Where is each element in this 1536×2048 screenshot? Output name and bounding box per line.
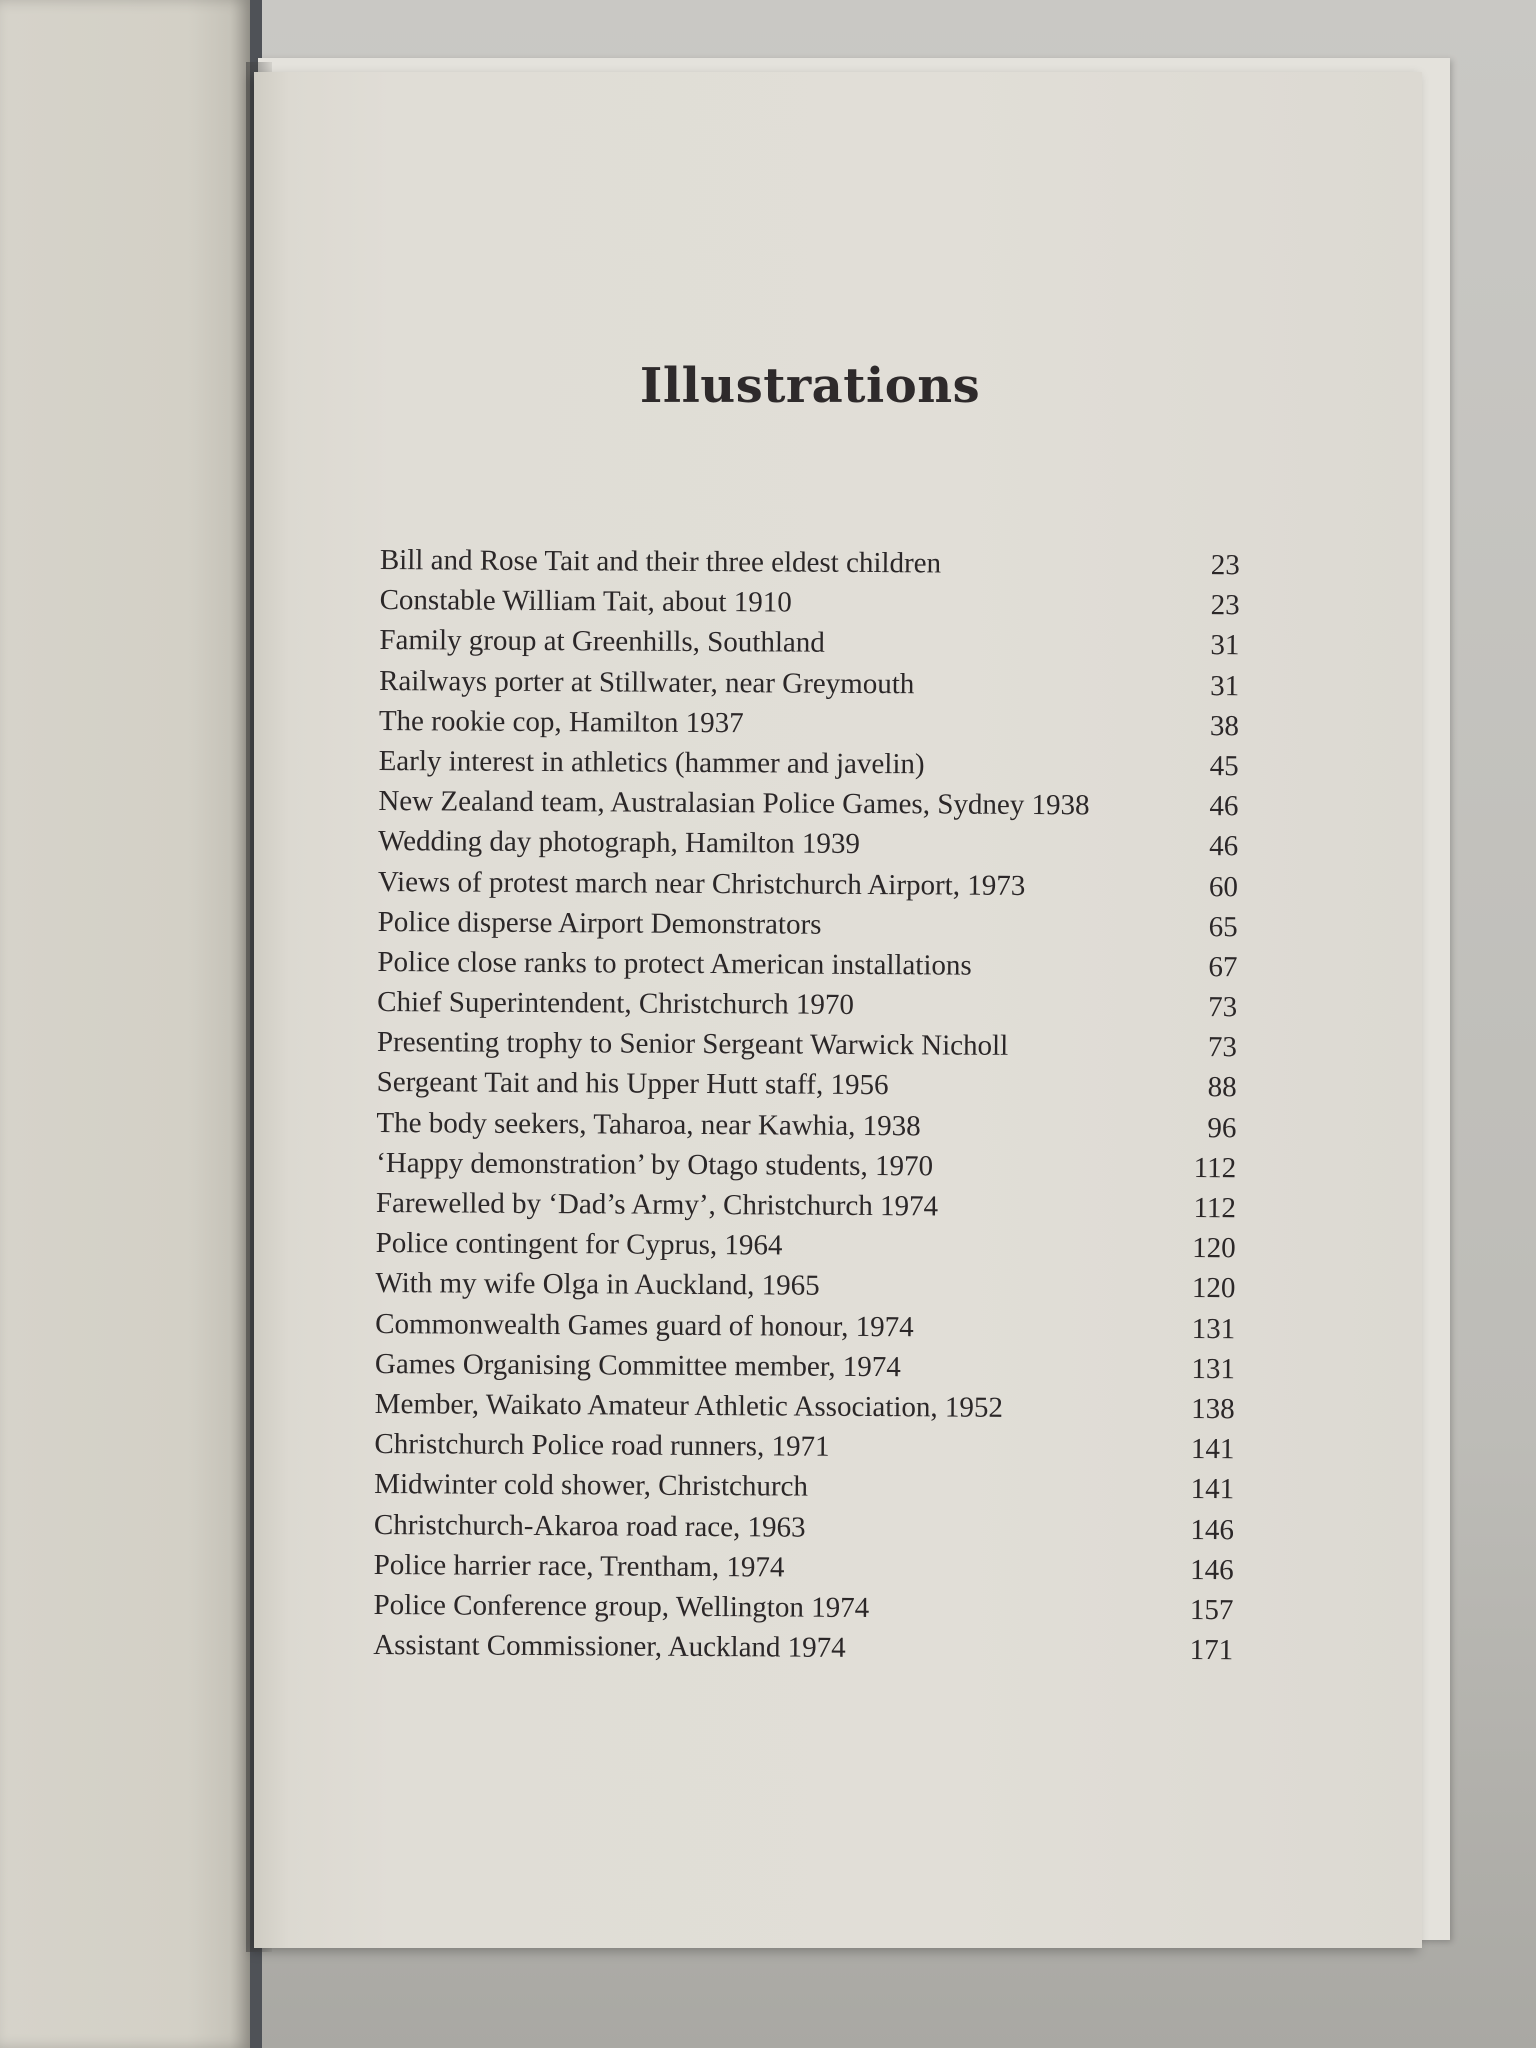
list-item	[376, 1103, 1236, 1148]
entry-page-number: 46	[1209, 790, 1239, 823]
entry-page-number: 31	[1210, 669, 1240, 702]
entry-caption: Early interest in athletics (hammer and javelin)	[378, 744, 925, 781]
list-item	[377, 1022, 1237, 1067]
entry-caption: Wedding day photograph, Hamilton 1939	[378, 825, 860, 861]
entry-page-number: 146	[1190, 1553, 1234, 1586]
entry-page-number: 23	[1210, 549, 1240, 582]
list-item	[373, 1625, 1233, 1670]
entry-page-number: 88	[1207, 1071, 1237, 1104]
entry-caption: Views of protest march near Christchurch Airport, 1973	[377, 865, 1026, 902]
page-heading: Illustrations	[639, 358, 981, 414]
list-item	[375, 1304, 1235, 1349]
list-item	[374, 1424, 1234, 1469]
entry-page-number: 23	[1210, 589, 1240, 622]
list-item	[374, 1464, 1234, 1509]
list-item	[379, 701, 1239, 746]
entry-page-number: 131	[1191, 1352, 1236, 1385]
entry-caption: With my wife Olga in Auckland, 1965	[375, 1267, 820, 1303]
entry-page-number: 67	[1208, 950, 1238, 984]
entry-caption: Games Organising Committee member, 1974	[374, 1347, 901, 1383]
entry-page-number: 157	[1189, 1593, 1234, 1627]
entry-caption: Member, Waikato Amateur Athletic Association, 1952	[374, 1387, 1004, 1424]
list-item	[380, 580, 1240, 625]
entry-caption: Family group at Greenhills, Southland	[379, 624, 825, 660]
entry-caption: Commonwealth Games guard of honour, 1974	[375, 1307, 914, 1343]
list-item	[378, 861, 1238, 906]
entry-caption: ‘Happy demonstration’ by Otago students, 1970	[376, 1146, 934, 1183]
list-item	[377, 942, 1237, 987]
entry-caption: Sergeant Tait and his Upper Hutt staff, 1956	[376, 1066, 889, 1102]
list-item	[378, 781, 1238, 826]
illustrations-list	[373, 540, 1240, 1670]
entry-page-number: 141	[1190, 1433, 1235, 1466]
entry-page-number: 31	[1210, 629, 1240, 662]
entry-page-number: 96	[1207, 1111, 1237, 1144]
entry-page-number: 141	[1190, 1473, 1235, 1506]
entry-caption: Police Conference group, Wellington 1974	[373, 1588, 870, 1624]
list-item	[377, 1062, 1237, 1107]
entry-caption: Police harrier race, Trentham, 1974	[373, 1548, 785, 1584]
list-item	[378, 821, 1238, 866]
entry-caption: The body seekers, Taharoa, near Kawhia, 1938	[376, 1106, 921, 1142]
entry-caption: Christchurch-Akaroa road race, 1963	[373, 1508, 806, 1544]
entry-page-number: 138	[1191, 1392, 1235, 1426]
entry-page-number: 38	[1209, 709, 1239, 742]
list-item	[375, 1384, 1235, 1429]
entry-caption: Farewelled by ‘Dad’s Army’, Christchurch 1974	[375, 1186, 939, 1223]
entry-page-number: 131	[1191, 1312, 1236, 1345]
list-item	[378, 902, 1238, 947]
list-item	[373, 1585, 1233, 1630]
list-item	[374, 1545, 1234, 1590]
entry-caption: Assistant Commissioner, Auckland 1974	[373, 1629, 846, 1664]
entry-caption: Police disperse Airport Demonstrators	[377, 905, 822, 941]
entry-page-number: 120	[1192, 1232, 1236, 1265]
entry-page-number: 73	[1207, 1031, 1238, 1064]
entry-caption: Constable William Tait, about 1910	[379, 584, 792, 619]
entry-caption: Christchurch Police road runners, 1971	[374, 1428, 830, 1463]
entry-page-number: 46	[1209, 830, 1239, 863]
list-item	[377, 982, 1237, 1027]
entry-caption: Presenting trophy to Senior Sergeant Warwick Nicholl	[376, 1026, 1009, 1063]
list-item	[379, 741, 1239, 786]
list-item	[376, 1183, 1236, 1228]
entry-page-number: 60	[1208, 870, 1238, 903]
left-page	[0, 0, 250, 2048]
list-item	[376, 1223, 1236, 1268]
list-item	[376, 1143, 1236, 1188]
entry-caption: Midwinter cold shower, Christchurch	[374, 1468, 809, 1503]
list-item	[374, 1504, 1234, 1549]
entry-page-number: 45	[1209, 750, 1239, 783]
entry-page-number: 112	[1193, 1151, 1237, 1185]
entry-page-number: 73	[1208, 991, 1238, 1024]
entry-page-number: 120	[1191, 1272, 1236, 1305]
entry-caption: New Zealand team, Australasian Police Games, Sydney 1938	[378, 785, 1090, 822]
entry-caption: Railways porter at Stillwater, near Greymouth	[379, 664, 915, 700]
entry-page-number: 65	[1208, 910, 1238, 943]
entry-page-number: 146	[1190, 1513, 1235, 1546]
list-item	[379, 661, 1239, 706]
entry-caption: Bill and Rose Tait and their three eldest children	[379, 543, 942, 580]
entry-page-number: 171	[1189, 1634, 1234, 1667]
list-item	[379, 620, 1239, 665]
list-item	[375, 1344, 1235, 1389]
entry-caption: The rookie cop, Hamilton 1937	[378, 704, 744, 739]
list-item	[380, 540, 1240, 585]
entry-caption: Police close ranks to protect American installations	[377, 945, 972, 982]
entry-page-number: 112	[1193, 1191, 1237, 1225]
list-item	[375, 1263, 1235, 1308]
entry-caption: Police contingent for Cyprus, 1964	[375, 1227, 783, 1262]
entry-caption: Chief Superintendent, Christchurch 1970	[377, 986, 855, 1021]
